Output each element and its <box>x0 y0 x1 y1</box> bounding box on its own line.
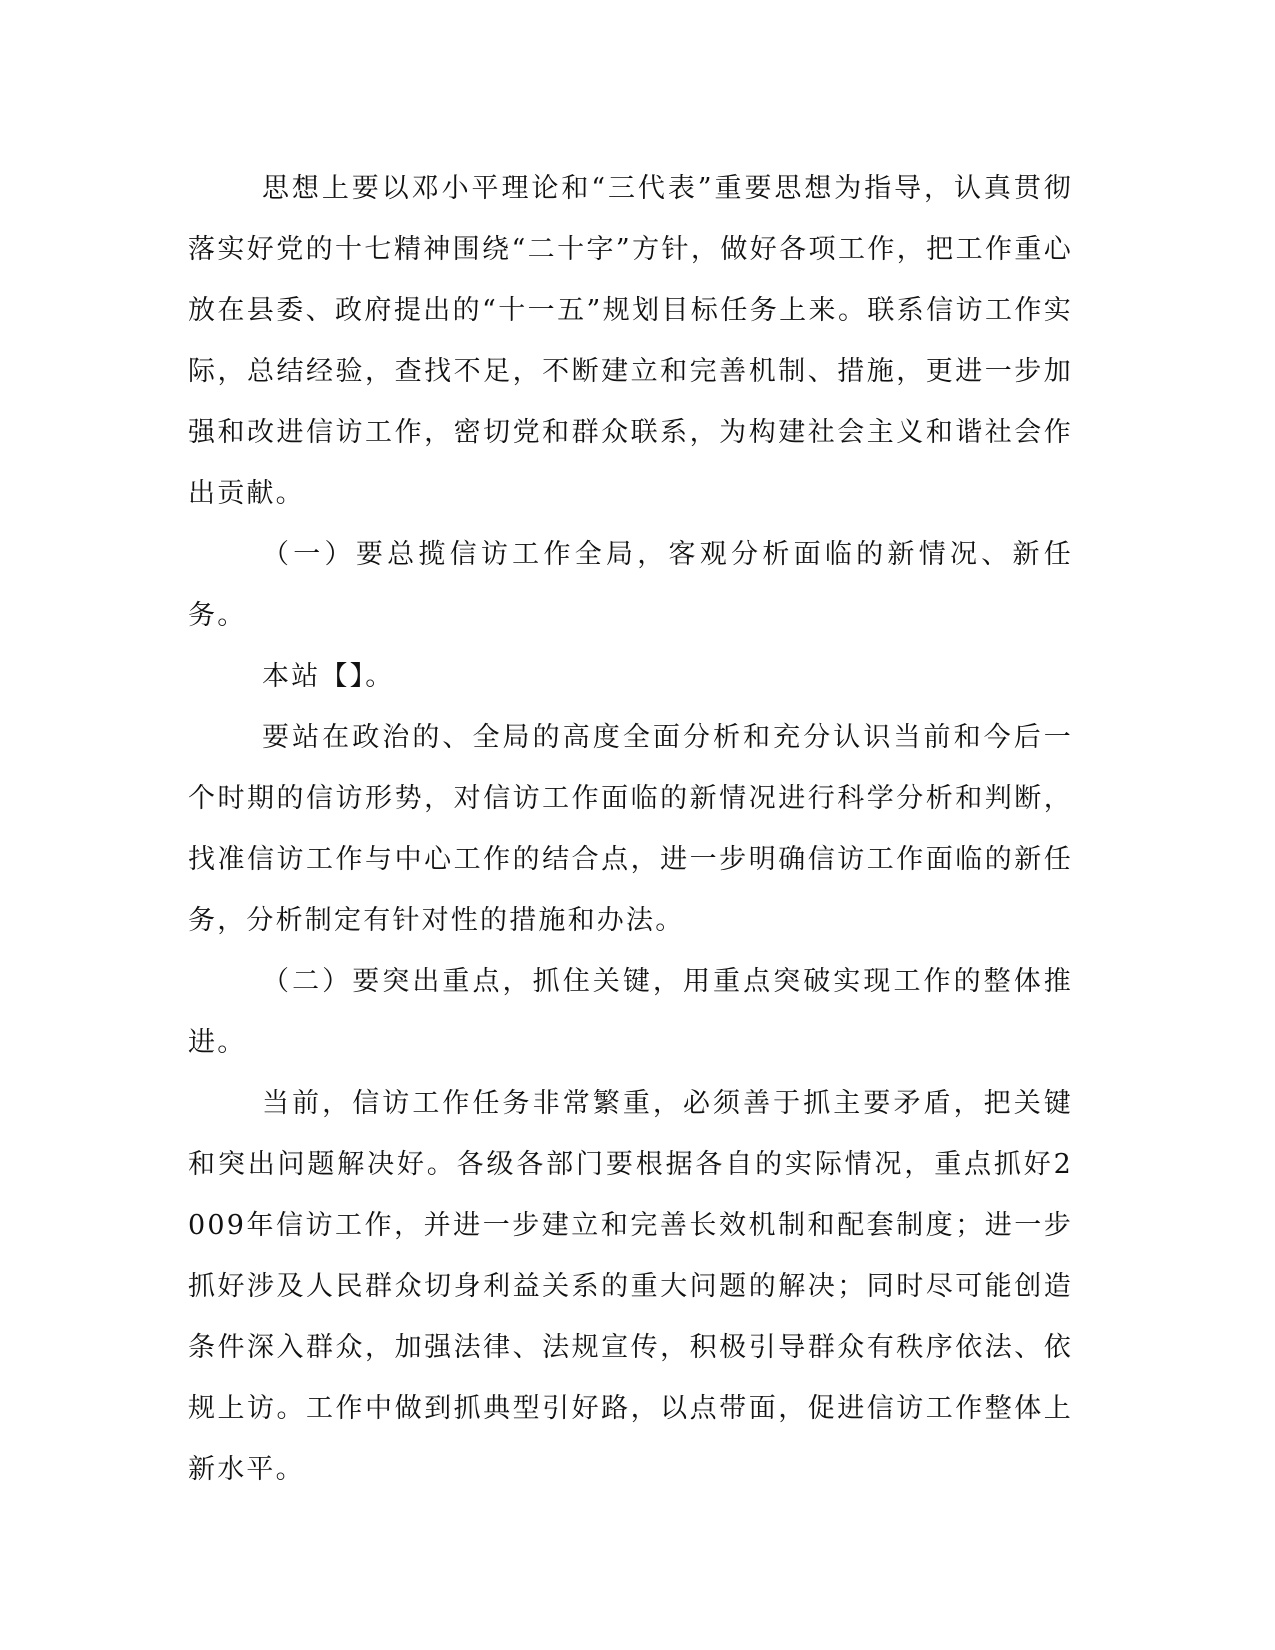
paragraph-section-two-body: 当前，信访工作任务非常繁重，必须善于抓主要矛盾，把关键和突出问题解决好。各级各部门要根据各自的实际情况，重点抓好2009年信访工作，并进一步建立和完善长效机制和配套制度；进一步抓好涉及人民群众切身利益关系的重大问题的解决；同时尽可能创造条件深入群众，加强法律、法规宣传，积极引导群众有秩序依法、依规上访。工作中做到抓典型引好路，以点带面，促进信访工作整体上新水平。 <box>188 1088 1073 1485</box>
document-body <box>188 158 1073 1500</box>
paragraph-section-one-heading: （一）要总揽信访工作全局，客观分析面临的新情况、新任务。 <box>188 539 1073 631</box>
paragraph-section-two-heading: （二）要突出重点，抓住关键，用重点突破实现工作的整体推进。 <box>188 966 1073 1058</box>
paragraph-site-note: 本站【】。 <box>262 661 395 692</box>
paragraph-guiding-thought: 思想上要以邓小平理论和“三代表”重要思想为指导，认真贯彻落实好党的十七精神围绕“二十字”方针，做好各项工作，把工作重心放在县委、政府提出的“十一五”规划目标任务上来。联系信访工作实际，总结经验，查找不足，不断建立和完善机制、措施，更进一步加强和改进信访工作，密切党和群众联系，为构建社会主义和谐社会作出贡献。 <box>188 173 1073 509</box>
paragraph-section-one-body: 要站在政治的、全局的高度全面分析和充分认识当前和今后一个时期的信访形势，对信访工作面临的新情况进行科学分析和判断，找准信访工作与中心工作的结合点，进一步明确信访工作面临的新任务，分析制定有针对性的措施和办法。 <box>188 722 1073 936</box>
